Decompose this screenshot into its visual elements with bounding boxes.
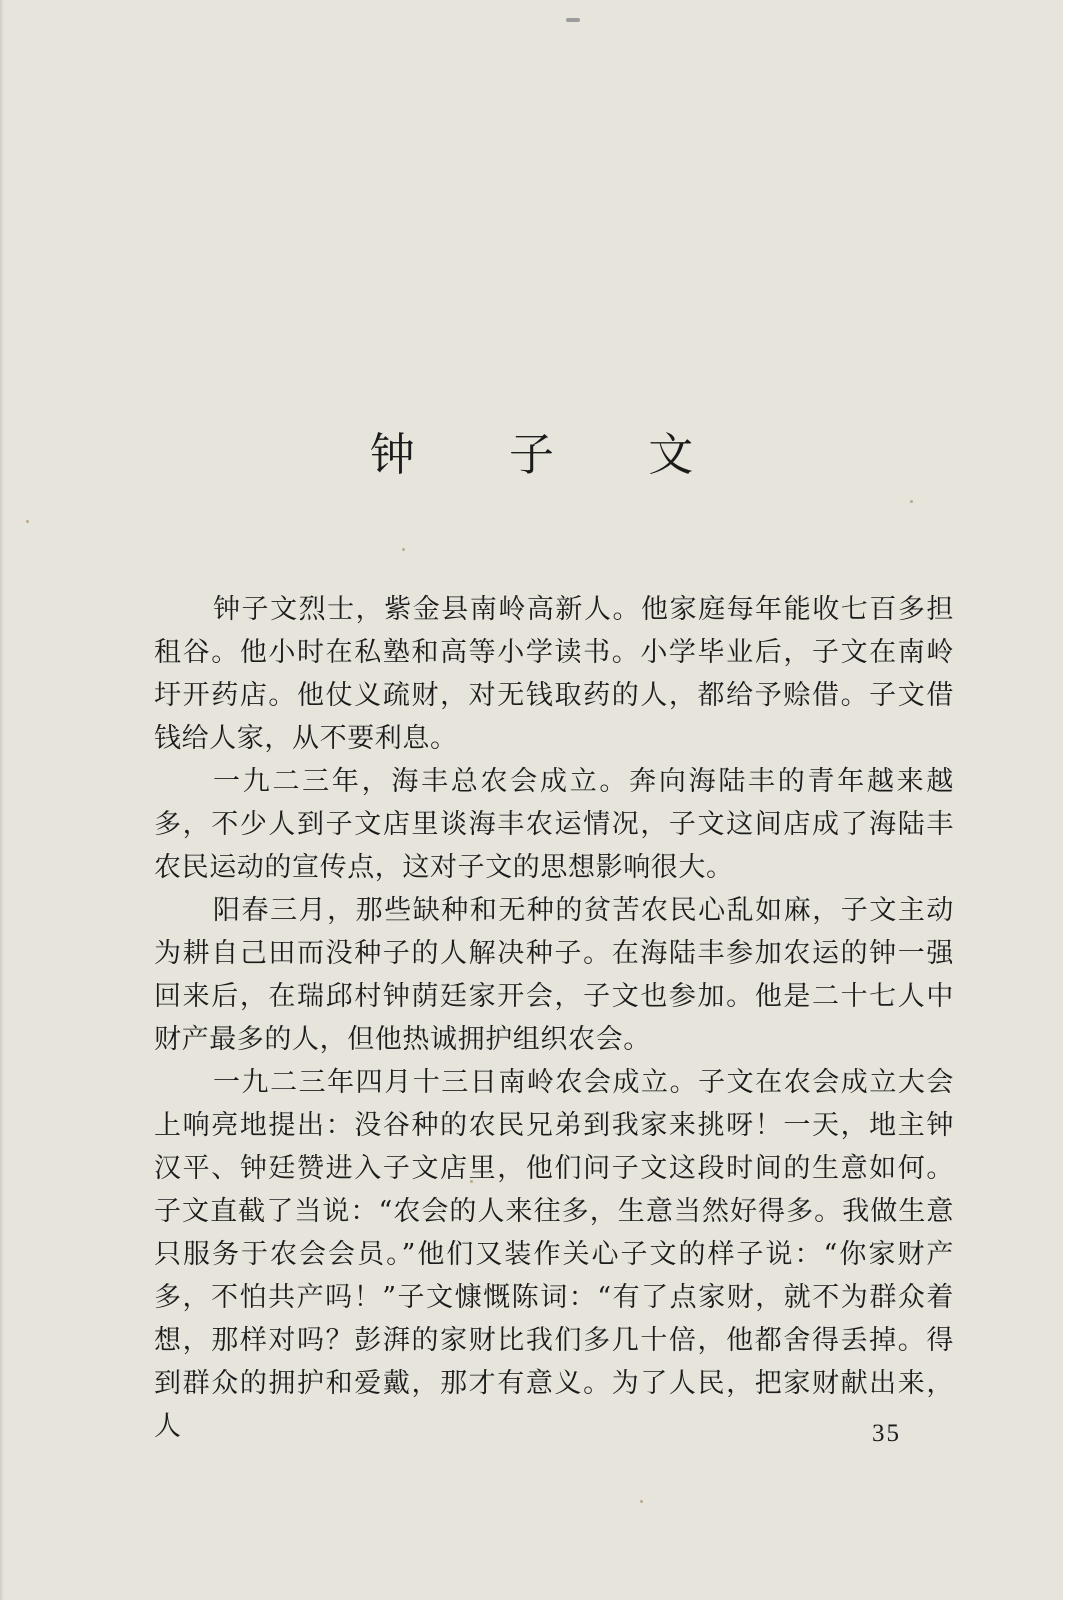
paragraph: 钟子文烈士，紫金县南岭高新人。他家庭每年能收七百多担租谷。他小时在私塾和高等小学读书。小学毕业后，子文在南岭圩开药店。他仗义疏财，对无钱取药的人，都给予赊借。子文借钱给人家，从不要利息。 <box>154 594 954 754</box>
paper-speck <box>402 548 405 551</box>
paper-speck <box>640 1500 643 1503</box>
paragraph: 阳春三月，那些缺种和无种的贫苦农民心乱如麻，子文主动为耕自己田而没种子的人解决种子。在海陆丰参加农运的钟一强回来后，在瑞邱村钟荫廷家开会，子文也参加。他是二十七人中财产最多的人，但他热诚拥护组织农会。 <box>154 895 954 1055</box>
page-number: 35 <box>872 1420 901 1447</box>
paper-speck <box>26 520 29 523</box>
page-left-edge <box>0 0 4 1600</box>
page-right-margin <box>1063 0 1085 1600</box>
scan-mark <box>566 18 580 22</box>
paragraph: 一九二三年四月十三日南岭农会成立。子文在农会成立大会上响亮地提出：没谷种的农民兄弟到我家来挑呀！一天，地主钟汉平、钟廷赞进入子文店里，他们问子文这段时间的生意如何。子文直截了当说：“农会的人来往多，生意当然好得多。我做生意只服务于农会会员。”他们又装作关心子文的样子说：“你家财产多，不怕共产吗！”子文慷慨陈词：“有了点家财，就不为群众着想，那样对吗？彭湃的家财比我们多几十倍，他都舍得丢掉。得到群众的拥护和爱戴，那才有意义。为了人民，把家财献出来，人 <box>154 1067 954 1442</box>
article-body <box>154 588 954 1448</box>
paper-speck <box>910 500 913 503</box>
article-title: 钟 子 文 <box>369 428 734 481</box>
paragraph: 一九二三年，海丰总农会成立。奔向海陆丰的青年越来越多，不少人到子文店里谈海丰农运情况，子文这间店成了海陆丰农民运动的宣传点，这对子文的思想影响很大。 <box>154 766 954 883</box>
